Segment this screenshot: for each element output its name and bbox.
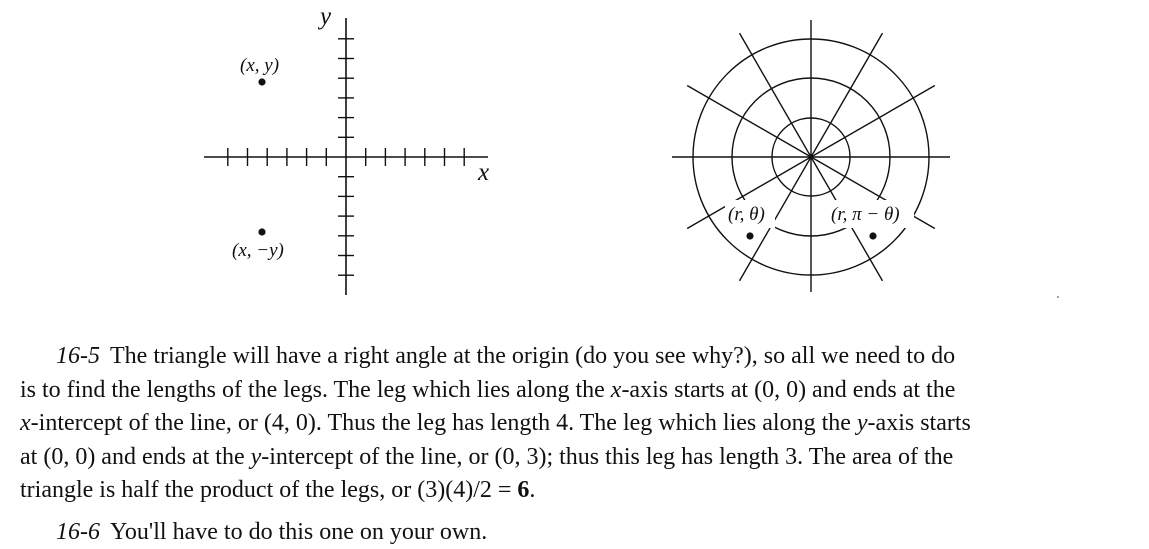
lower-point-label: (x, −y) <box>232 240 284 261</box>
line-text: You'll have to do this one on your own. <box>110 519 487 545</box>
upper-point-label: (x, y) <box>240 55 279 76</box>
line-text: . <box>529 477 535 503</box>
line-text: The triangle will have a right angle at the origin (do you see why?), so all we need to do <box>110 343 955 369</box>
solution-text <box>20 340 1132 549</box>
polar-figure <box>672 20 950 292</box>
solution-16-5 <box>20 340 1132 508</box>
stray-speck <box>1057 296 1059 298</box>
solution-16-5-line-2: is to find the lengths of the legs. The leg which lies along the x-axis starts at (0, 0) and ends at the <box>20 374 1132 408</box>
lower-point <box>258 228 265 235</box>
problem-number: 16-5 <box>56 343 100 369</box>
cartesian-figure <box>204 3 489 295</box>
solution-16-5-line-5 <box>20 474 1132 508</box>
solution-16-5-line-4: at (0, 0) and ends at the y-intercept of the line, or (0, 3); thus this leg has length 3. The area of the <box>20 441 1132 475</box>
upper-point <box>258 78 265 85</box>
solution-16-5-line-3: x-intercept of the line, or (4, 0). Thus the leg has length 4. The leg which lies along the y-axis starts <box>20 407 1132 441</box>
polar-right-point-label: (r, π − θ) <box>831 204 900 225</box>
x-axis-label: x <box>477 159 489 186</box>
solution-16-6 <box>20 516 1132 549</box>
polar-right-point <box>869 232 876 239</box>
polar-left-point <box>746 232 753 239</box>
solution-16-6-line-1 <box>20 516 1132 549</box>
problem-number: 16-6 <box>56 519 100 545</box>
answer-value: 6 <box>517 477 529 503</box>
solution-16-5-line-1 <box>20 340 1132 374</box>
polar-left-point-label: (r, θ) <box>728 204 765 225</box>
y-axis-label: y <box>317 3 332 30</box>
line-text: triangle is half the product of the legs, or (3)(4)/2 = <box>20 477 517 503</box>
